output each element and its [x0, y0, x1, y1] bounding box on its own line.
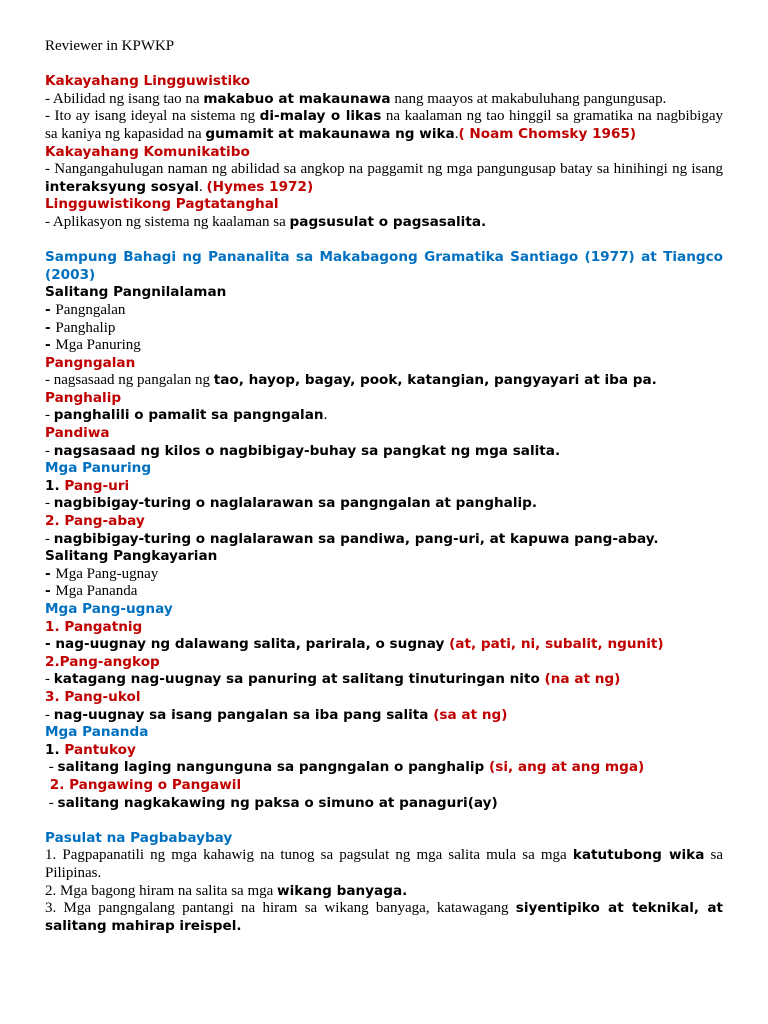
citation-hymes: (Hymes 1972): [206, 178, 314, 195]
definition-pantukoy: - salitang laging nangunguna sa pangngalan o panghalip (si, ang at ang mga): [45, 759, 645, 776]
definition-pang-abay: - nagbibigay-turing o naglalarawan sa pandiwa, pang-uri, at kapuwa pang-abay.: [45, 530, 659, 547]
subheading-pangatnig: 1. Pangatnig: [45, 618, 143, 635]
definition-pandiwa: - nagsasaad ng kilos o nagbibigay-buhay sa pangkat ng mga salita.: [45, 442, 561, 459]
heading-salitang-pangkayarian: Salitang Pangkayarian: [45, 548, 218, 565]
list-item: - Pangngalan: [45, 301, 126, 318]
heading-mga-pananda: Mga Pananda: [45, 724, 149, 741]
citation-chomsky: ( Noam Chomsky 1965): [458, 125, 637, 142]
heading-sampung-bahagi: Sampung Bahagi ng Pananalita sa Makabagong Gramatika Santiago (1977) at Tiangco (2003): [45, 249, 723, 283]
definition-pangngalan: - nagsasaad ng pangalan ng tao, hayop, bagay, pook, katangian, pangyayari at iba pa.: [45, 372, 657, 389]
paragraph-lingguwistiko-2: - Ito ay isang ideyal na sistema ng di-malay o likas na kaalaman ng tao hinggil sa gramatika na nagbibigay sa kaniya ng kapasidad na gumamit at makaunawa ng wika.( Noam Chomsky 1965): [45, 108, 723, 142]
list-item: - Mga Panuring: [45, 337, 141, 354]
list-item: - Panghalip: [45, 319, 116, 336]
heading-lingguwistikong-pagtatanghal: Lingguwistikong Pagtatanghal: [45, 196, 279, 213]
heading-kakayahang-komunikatibo: Kakayahang Komunikatibo: [45, 143, 250, 160]
definition-pang-uri: - nagbibigay-turing o naglalarawan sa pangngalan at panghalip.: [45, 495, 538, 512]
definition-panghalip: - panghalili o pamalit sa pangngalan.: [45, 407, 328, 424]
heading-mga-pang-ugnay: Mga Pang-ugnay: [45, 601, 173, 617]
pasulat-item-3: 3. Mga pangngalang pantangi na hiram sa wikang banyaga, katawagang siyentipiko at teknikal, at salitang mahirap ireispel.: [45, 900, 723, 934]
heading-salitang-pangnilalaman: Salitang Pangnilalaman: [45, 284, 227, 301]
pasulat-item-2: 2. Mga bagong hiram na salita sa mga wikang banyaga.: [45, 882, 408, 899]
paragraph-komunikatibo: - Nangangahulugan naman ng abilidad sa angkop na paggamit ng mga pangungusap batay sa hinihingi ng isang interaksyung sosyal. (Hymes 1972): [45, 161, 723, 195]
document-page: [45, 38, 723, 935]
subheading-pang-ukol: 3. Pang-ukol: [45, 688, 141, 705]
definition-pangatnig: - nag-uugnay ng dalawang salita, parirala, o sugnay (at, pati, ni, subalit, ngunit): [45, 636, 664, 653]
subheading-pang-uri: 1. Pang-uri: [45, 477, 130, 494]
heading-kakayahang-lingguwistiko: Kakayahang Lingguwistiko: [45, 73, 251, 90]
definition-pang-ukol: - nag-uugnay sa isang pangalan sa iba pang salita (sa at ng): [45, 706, 508, 723]
heading-pangngalan: Pangngalan: [45, 354, 136, 371]
heading-panghalip: Panghalip: [45, 389, 122, 406]
paragraph-lingguwistiko-1: - Abilidad ng isang tao na makabuo at makaunawa nang maayos at makabuluhang pangungusap.: [45, 90, 667, 107]
subheading-pangawing: 2. Pangawing o Pangawil: [45, 776, 242, 793]
subheading-pantukoy: 1. Pantukoy: [45, 741, 136, 758]
definition-pangawing: - salitang nagkakawing ng paksa o simuno at panaguri(ay): [45, 794, 498, 811]
heading-pasulat-na-pagbabaybay: Pasulat na Pagbabaybay: [45, 829, 233, 846]
definition-pang-angkop: - katagang nag-uugnay sa panuring at salitang tinuturingan nito (na at ng): [45, 671, 621, 688]
pasulat-item-1: 1. Pagpapanatili ng mga kahawig na tunog sa pagsulat ng mga salita mula sa mga katutubong wika sa Pilipinas.: [45, 847, 723, 881]
list-item: - Mga Pananda: [45, 583, 138, 600]
subheading-pang-angkop: 2.Pang-angkop: [45, 653, 160, 670]
subheading-pang-abay: 2. Pang-abay: [45, 513, 145, 530]
heading-pandiwa: Pandiwa: [45, 425, 110, 442]
list-item: - Mga Pang-ugnay: [45, 565, 159, 582]
heading-mga-panuring: Mga Panuring: [45, 460, 152, 477]
paragraph-pagtatanghal: - Aplikasyon ng sistema ng kaalaman sa pagsusulat o pagsasalita.: [45, 213, 487, 230]
document-title: Reviewer in KPWKP: [45, 38, 175, 54]
